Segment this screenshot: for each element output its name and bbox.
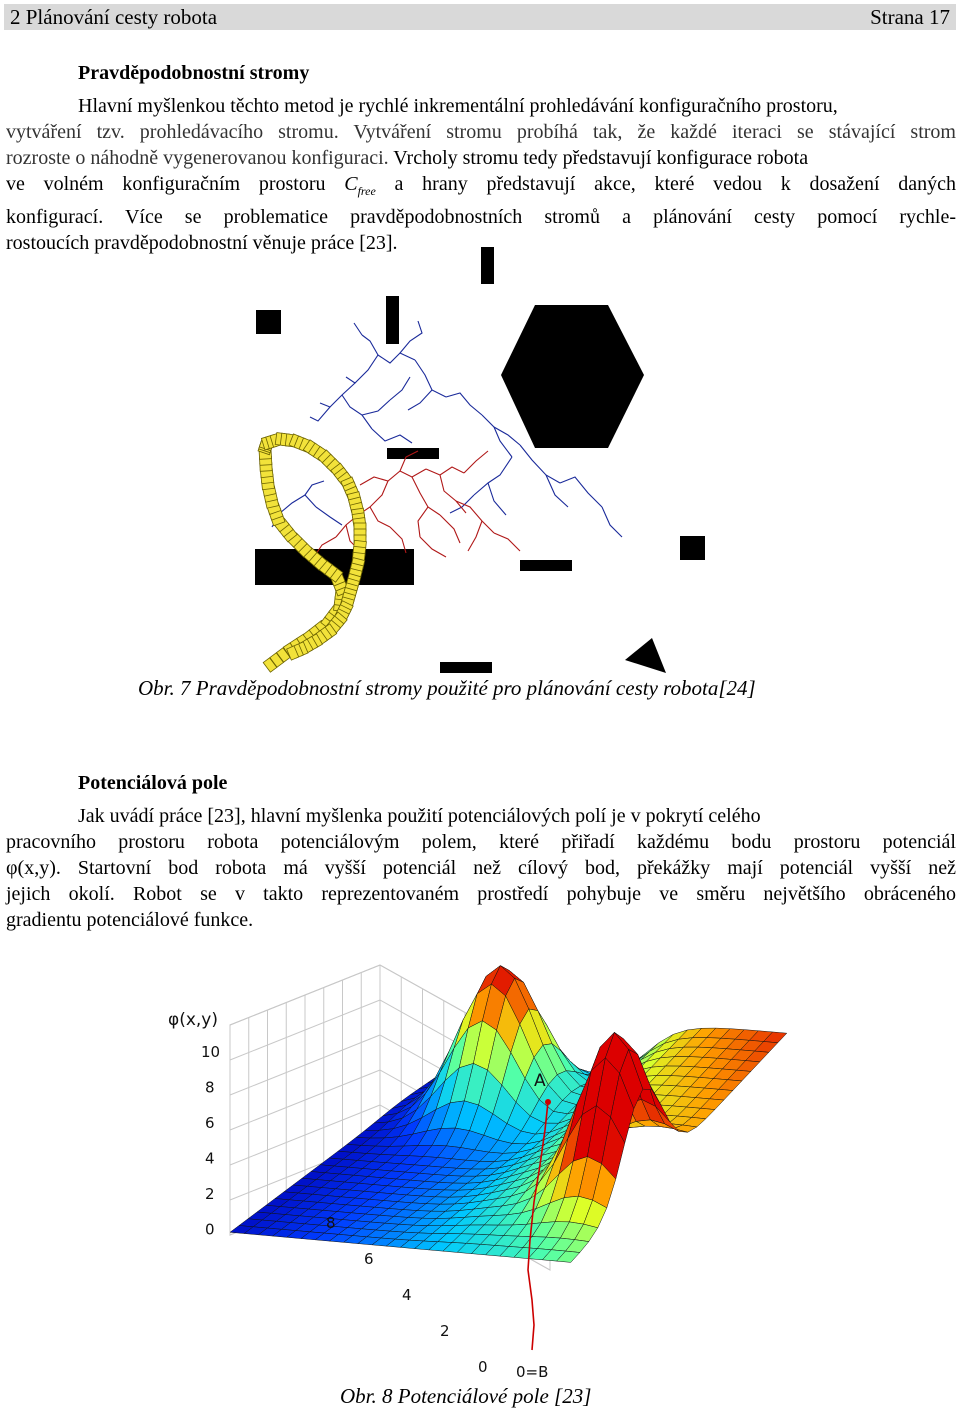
obstacle	[386, 296, 399, 344]
obstacle	[256, 310, 281, 334]
para-line: konfigurací. Více se problematice pravděpodobnostních stromů a plánování cesty pomocí rychle-	[6, 206, 956, 228]
z-tick-label: 4	[205, 1149, 215, 1168]
x-axis-tick-b: 0=B	[516, 1363, 549, 1381]
section-title-potential: Potenciálová pole	[78, 772, 228, 794]
y-tick-label: 2	[440, 1322, 450, 1340]
y-tick-label: 4	[402, 1286, 412, 1304]
figure-potential-field	[160, 940, 760, 1380]
para-line: gradientu potenciálové funkce.	[6, 909, 254, 931]
y-tick-label: 8	[326, 1214, 336, 1232]
para-line: rostoucích pravděpodobnostní věnuje práce [23].	[6, 232, 398, 254]
obstacle	[520, 560, 572, 571]
start-point	[545, 1099, 551, 1105]
z-tick-label: 6	[205, 1114, 215, 1132]
para-line: a hrany představují akce, které vedou k dosažení daných	[375, 173, 956, 195]
paragraph-potential	[6, 803, 956, 933]
para-line: Vrcholy stromu tedy představují konfigurace robota	[388, 147, 809, 169]
paragraph-trees	[6, 93, 956, 256]
obstacle-hexagon	[501, 305, 644, 448]
para-line: φ(x,y). Startovní bod robota má vyšší potenciál než cílový bod, překážky mají potenciál vyšší než	[6, 857, 956, 879]
chapter-title: 2 Plánování cesty robota	[10, 4, 218, 29]
z-tick-label: 0	[205, 1220, 215, 1239]
y-tick-label: 0	[478, 1358, 488, 1376]
para-line: Hlavní myšlenkou těchto metod je rychlé inkrementální prohledávání konfiguračního prostoru,	[78, 95, 838, 117]
z-tick-label: 10	[201, 1043, 221, 1061]
section-title-trees: Pravděpodobnostní stromy	[78, 62, 310, 84]
y-tick-label: 6	[364, 1250, 374, 1268]
para-line: ve volném konfiguračním prostoru	[6, 173, 345, 195]
figure-rrt	[250, 245, 700, 677]
cfree-symbol: $C_{free}$	[344, 173, 376, 198]
z-axis-ticks	[201, 1043, 220, 1239]
z-tick-label: 2	[205, 1185, 215, 1203]
para-line: Jak uvádí práce [23], hlavní myšlenka použití potenciálových polí je v pokrytí celého	[78, 805, 761, 827]
para-line: vytváření tzv. prohledávacího stromu. Vytváření stromu probíhá tak, že každé iteraci se stávající strom	[6, 121, 956, 143]
para-line: rozroste o náhodně vygenerovanou konfiguraci.	[6, 147, 389, 169]
obstacle	[680, 536, 705, 560]
figure8-caption: Obr. 8 Potenciálové pole [23]	[340, 1384, 592, 1408]
para-line: jejich okolí. Robot se v takto reprezentovaném prostředí pohybuje ve směru největšího obráceného	[6, 883, 956, 905]
z-axis-label: φ(x,y)	[168, 1010, 219, 1030]
z-tick-label: 8	[205, 1078, 215, 1097]
tree-red	[314, 451, 520, 557]
page-header	[4, 4, 956, 30]
point-a-label: A	[534, 1071, 546, 1091]
para-line: pracovního prostoru robota potenciálovým polem, které přiřadí každému bodu prostoru potenciál	[6, 831, 956, 853]
figure7-caption: Obr. 7 Pravděpodobnostní stromy použité pro plánování cesty robota[24]	[138, 676, 756, 700]
obstacle	[481, 247, 494, 284]
page-number: Strana 17	[870, 4, 950, 29]
obstacle	[440, 662, 492, 673]
obstacle-triangle	[625, 638, 666, 673]
